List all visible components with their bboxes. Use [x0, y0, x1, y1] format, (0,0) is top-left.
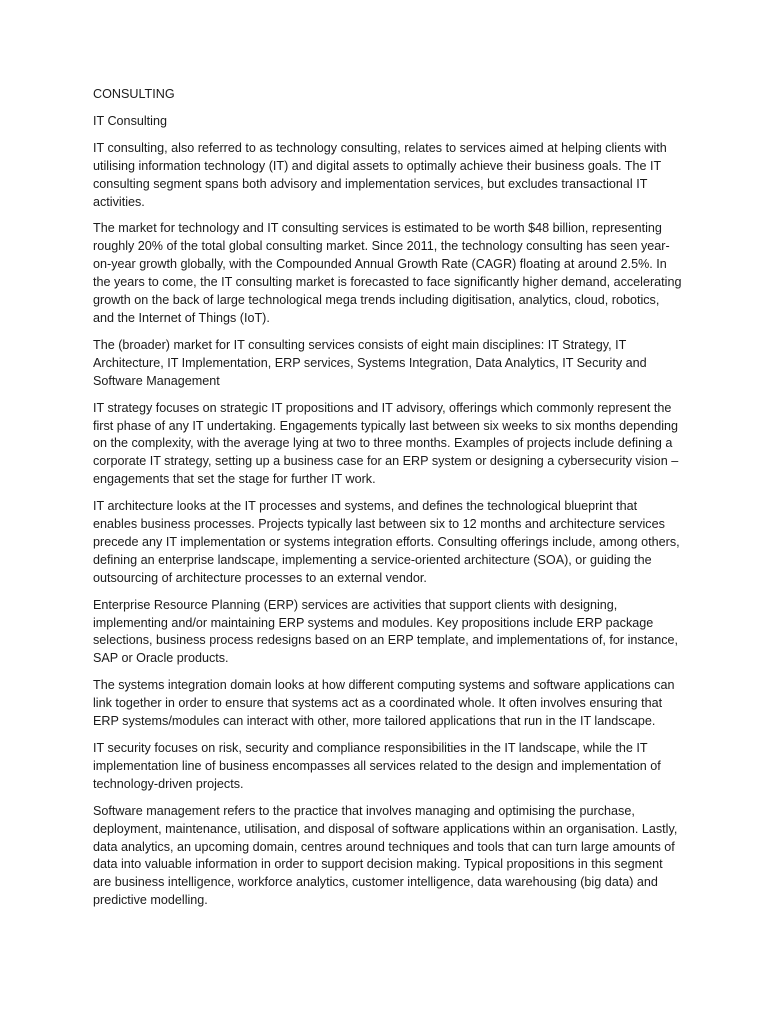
document-heading: CONSULTING — [93, 87, 175, 101]
paragraph-disciplines: The (broader) market for IT consulting services consists of eight main disciplines: IT Strategy, IT Architecture, IT Implementation, ERP services, Systems Integration, Data Analytics, IT Security and Software Management — [93, 337, 647, 388]
paragraph-market-size: The market for technology and IT consulting services is estimated to be worth $48 billion, representing roughly 20% of the total global consulting market. Since 2011, the technology consulting has seen year-on-year growth globally, with the Compounded Annual Growth Rate (CAGR) floating at around 2.5%. In the years to come, the IT consulting market is forecasted to face significantly higher demand, accelerating growth on the back of large technological mega trends including digitisation, analytics, cloud, robotics, and the Internet of Things (IoT). — [93, 221, 682, 325]
paragraph-it-security: IT security focuses on risk, security and compliance responsibilities in the IT landscape, while the IT implementation line of business encompasses all services related to the design and implementation of technology-driven projects. — [93, 741, 661, 791]
document-page — [93, 86, 683, 919]
paragraph-it-strategy: IT strategy focuses on strategic IT propositions and IT advisory, offerings which commonly represent the first phase of any IT undertaking. Engagements typically last between six weeks to six months depending on the complexity, with the average lying at two to three months. Examples of projects include defining a corporate IT strategy, setting up a business case for an ERP system or designing a cybersecurity vision – engagements that set the stage for further IT work. — [93, 400, 679, 487]
section-title: IT Consulting — [93, 113, 167, 128]
paragraph-erp-services: Enterprise Resource Planning (ERP) services are activities that support clients with designing, implementing and/or maintaining ERP systems and modules. Key propositions include ERP package selections, business process redesigns based on an ERP template, and implementations of, for instance, SAP or Oracle products. — [93, 597, 679, 666]
paragraph-it-architecture: IT architecture looks at the IT processes and systems, and defines the technological blueprint that enables business processes. Projects typically last between six to 12 months and architecture services precede any IT implementation or systems integration efforts. Consulting offerings include, among others, defining an enterprise landscape, implementing a service-oriented architecture (SOA), or guiding the outsourcing of architecture processes to an external vendor. — [93, 499, 680, 585]
paragraph-intro: IT consulting, also referred to as technology consulting, relates to services aimed at helping clients with utilising information technology (IT) and digital assets to optimally achieve their business goals. The IT consulting segment spans both advisory and implementation services, but excludes transactional IT activities. — [93, 140, 667, 209]
paragraph-software-management: Software management refers to the practice that involves managing and optimising the purchase, deployment, maintenance, utilisation, and disposal of software applications within an organisation. Lastly, data analytics, an upcoming domain, centres around techniques and tools that can turn large amounts of data into valuable information in order to support decision making. Typical propositions in this segment are business intelligence, workforce analytics, customer intelligence, data warehousing (big data) and predictive modelling. — [93, 803, 678, 908]
paragraph-systems-integration: The systems integration domain looks at how different computing systems and software applications can link together in order to ensure that systems act as a coordinated whole. It often involves ensuring that ERP systems/modules can interact with other, more tailored applications that run in the IT landscape. — [93, 678, 675, 729]
